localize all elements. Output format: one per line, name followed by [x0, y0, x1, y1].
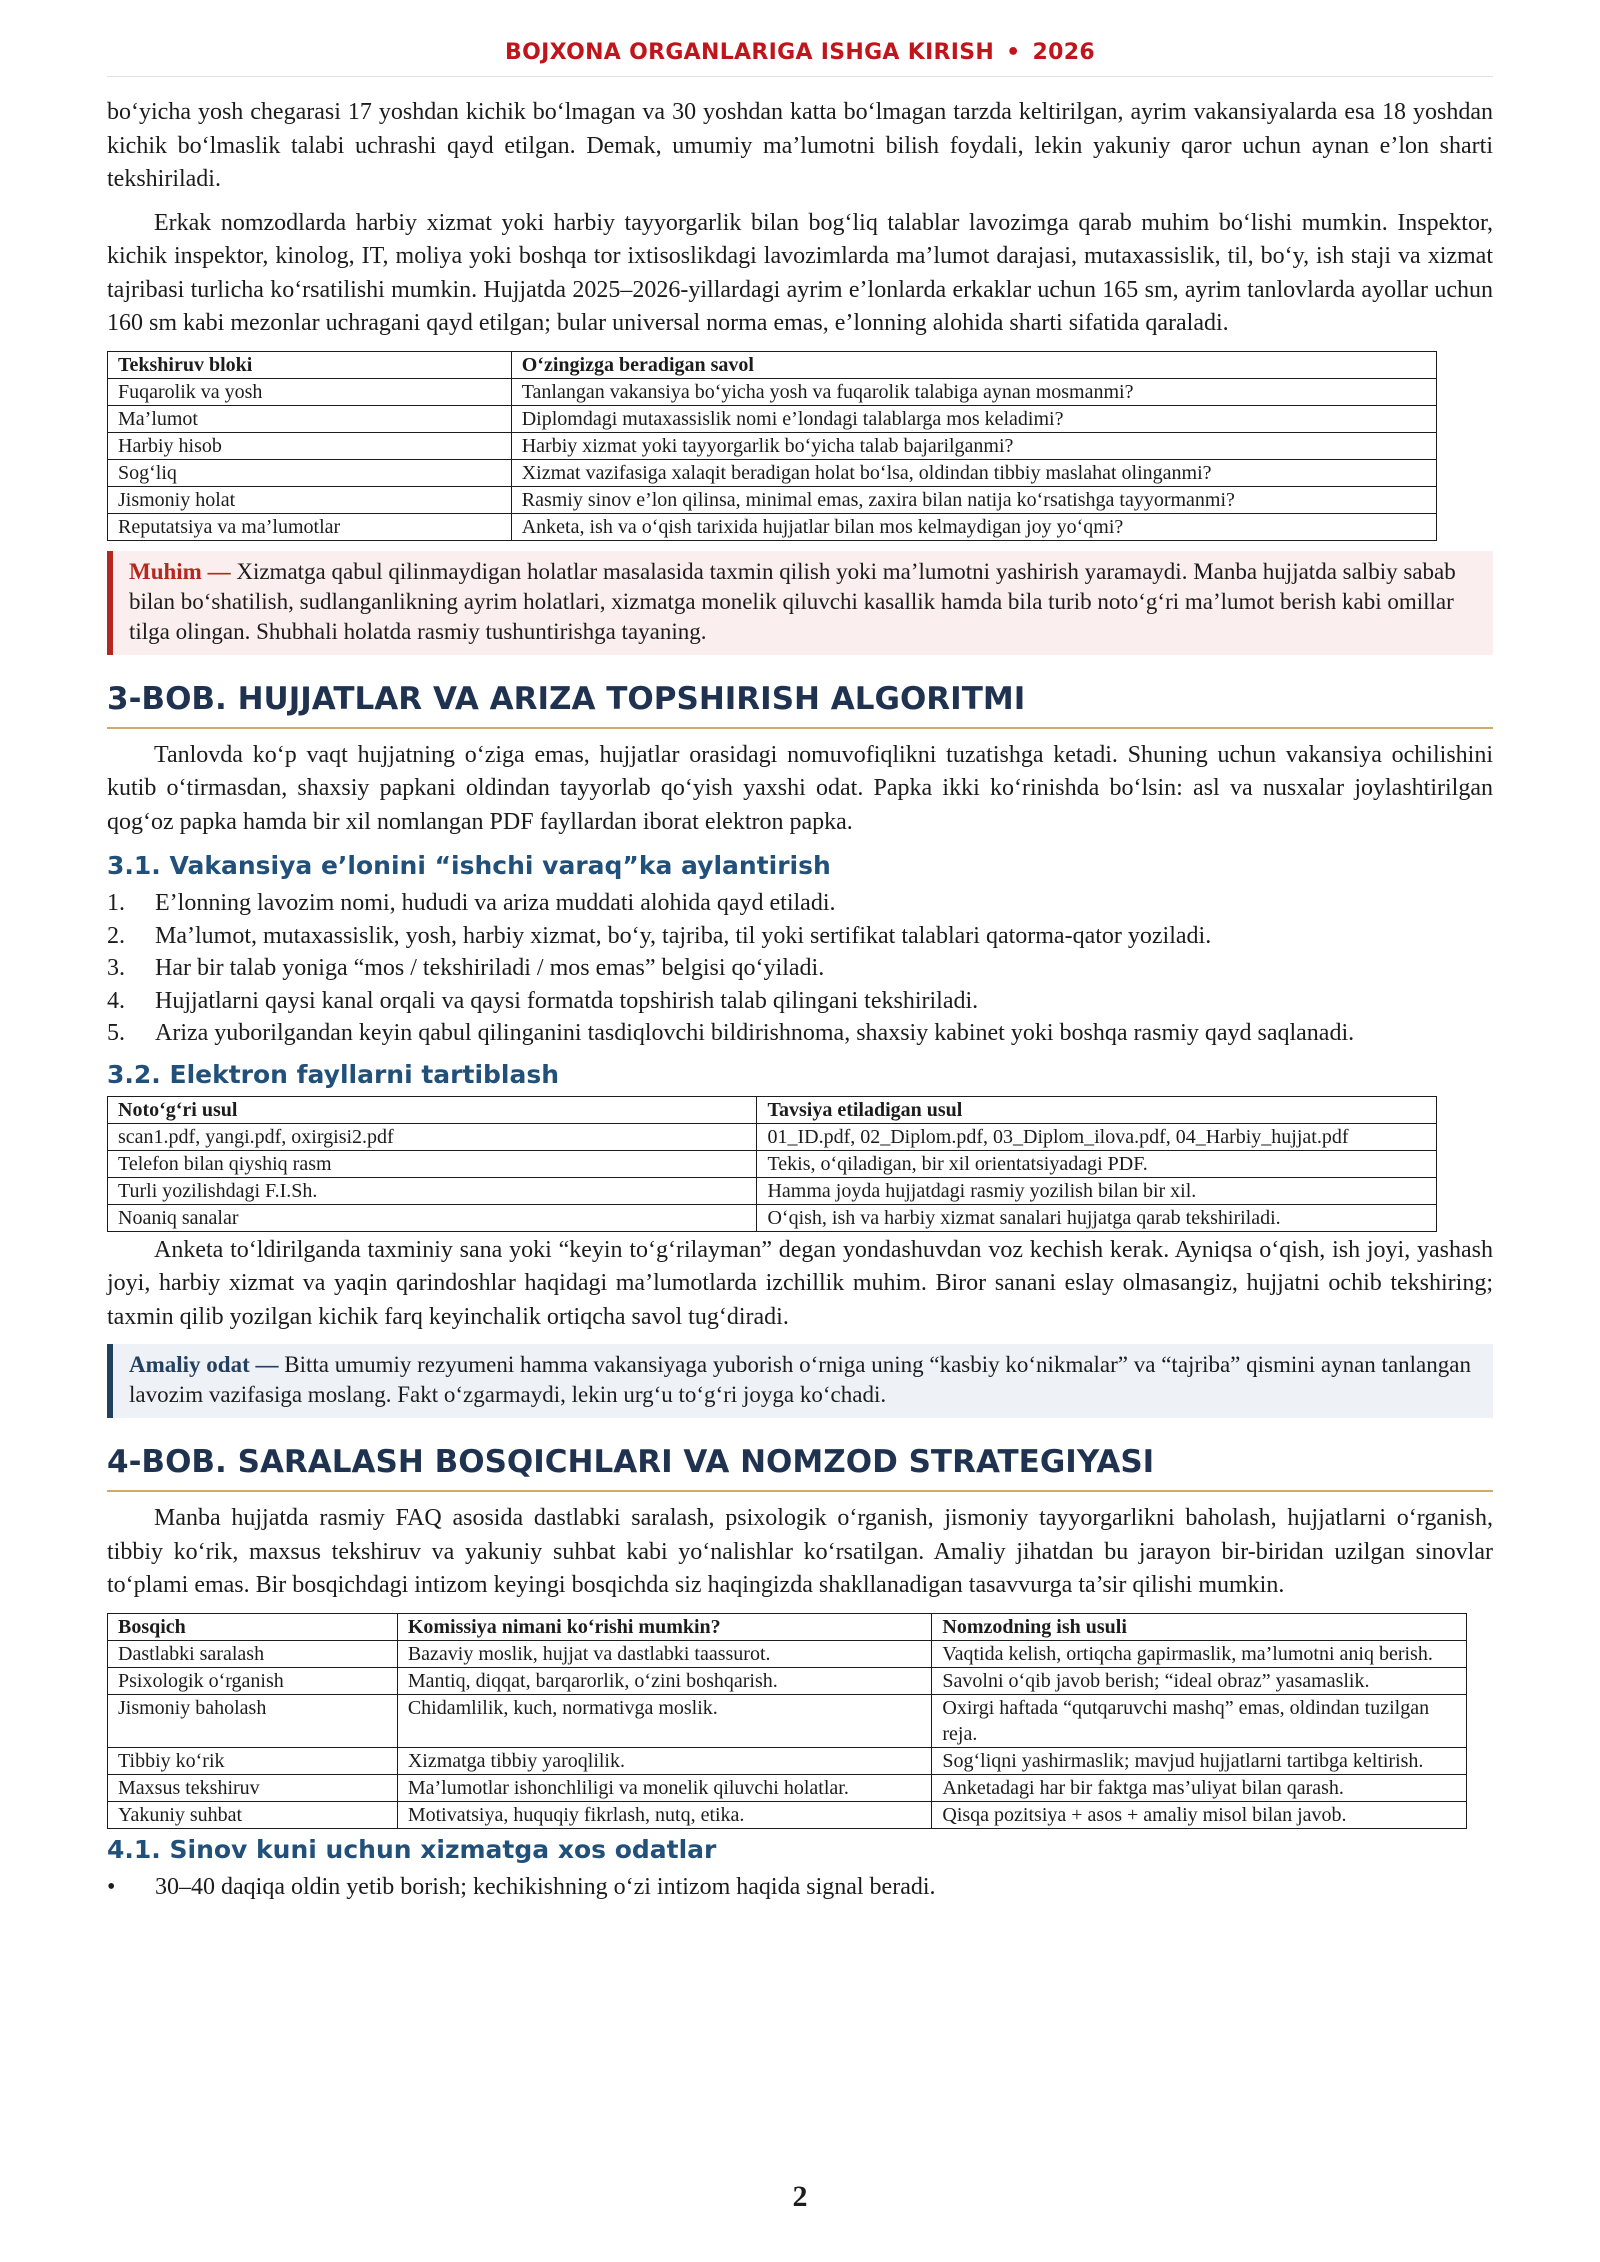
table-header-cell: Tavsiya etiladigan usul: [757, 1096, 1437, 1123]
list-item-text: Hujjatlarni qaysi kanal orqali va qaysi formatda topshirish talab qilingani tekshiriladi.: [155, 987, 979, 1014]
bullet-list: [107, 1871, 1493, 1904]
header-year: 2026: [1032, 40, 1095, 65]
checklist-table: [107, 351, 1437, 541]
chapter-heading: 4-BOB. SARALASH BOSQICHLARI VA NOMZOD STRATEGIYASI: [107, 1440, 1493, 1492]
table-row: [108, 1640, 1467, 1667]
table-cell: Noaniq sanalar: [108, 1204, 757, 1231]
table-header-cell: O‘zingizga beradigan savol: [511, 351, 1436, 378]
table-cell: Mantiq, diqqat, barqarorlik, o‘zini boshqarish.: [397, 1667, 932, 1694]
table-row: [108, 1177, 1437, 1204]
table-header-cell: Tekshiruv bloki: [108, 351, 512, 378]
paragraph: Tanlovda ko‘p vaqt hujjatning o‘ziga emas, hujjatlar orasidagi nomuvofiqlikni tuzatishga ketadi. Shuning uchun vakansiya ochilishini kutib o‘tirmasdan, shaxsiy papkani oldindan tayyorlab qo‘yish yaxshi odat. Papka ikki ko‘rinishda bo‘lsin: asl va nusxalar joylashtirilgan qog‘oz papka hamda bir xil nomlangan PDF fayllardan iborat elektron papka.: [107, 741, 1493, 835]
table-cell: Tekis, o‘qiladigan, bir xil orientatsiyadagi PDF.: [757, 1150, 1437, 1177]
table-row: [108, 405, 1437, 432]
table-cell: Maxsus tekshiruv: [108, 1774, 398, 1801]
table-cell: Tanlangan vakansiya bo‘yicha yosh va fuqarolik talabiga aynan mosmanmi?: [511, 378, 1436, 405]
table-cell: Xizmatga tibbiy yaroqlilik.: [397, 1747, 932, 1774]
list-item-text: 30–40 daqiqa oldin yetib borish; kechikishning o‘zi intizom haqida signal beradi.: [155, 1873, 936, 1900]
table-cell: O‘qish, ish va harbiy xizmat sanalari hujjatga qarab tekshiriladi.: [757, 1204, 1437, 1231]
paragraph: Manba hujjatda rasmiy FAQ asosida dastlabki saralash, psixologik o‘rganish, jismoniy tayyorgarlikni baholash, hujjatlarni o‘rganish, tibbiy ko‘rik, maxsus tekshiruv va yakuniy suhbat kabi yo‘nalishlar ko‘rsatilgan. Amaliy jihatdan bu jarayon bir-biridan uzilgan sinovlar to‘plami emas. Bir bosqichdagi intizom keyingi bosqichda siz haqingizda shakllanadigan tasavvurga ta’sir qilishi mumkin.: [107, 1505, 1493, 1598]
table-cell: Harbiy hisob: [108, 432, 512, 459]
table-cell: Harbiy xizmat yoki tayyorgarlik bo‘yicha talab bajarilganmi?: [511, 432, 1436, 459]
table-cell: Anketa, ish va o‘qish tarixida hujjatlar bilan mos kelmaydigan joy yo‘qmi?: [511, 513, 1436, 540]
chapter-heading: 3-BOB. HUJJATLAR VA ARIZA TOPSHIRISH ALGORITMI: [107, 677, 1493, 729]
running-header: [0, 40, 1600, 65]
table-cell: Motivatsiya, huquqiy fikrlash, nutq, etika.: [397, 1801, 932, 1828]
list-item-text: Ma’lumot, mutaxassislik, yosh, harbiy xizmat, bo‘y, tajriba, til yoki sertifikat talablari qatorma-qator yoziladi.: [155, 922, 1212, 949]
table-row: [108, 513, 1437, 540]
section-heading: 3.2. Elektron fayllarni tartiblash: [107, 1059, 560, 1089]
header-rule: [107, 76, 1493, 77]
table-cell: Hamma joyda hujjatdagi rasmiy yozilish bilan bir xil.: [757, 1177, 1437, 1204]
paragraph: Erkak nomzodlarda harbiy xizmat yoki harbiy tayyorgarlik bilan bog‘liq talablar lavozimga qarab muhim bo‘lishi mumkin. Inspektor, kichik inspektor, kinolog, IT, moliya yoki boshqa tor ixtisoslikdagi lavozimlarda ma’lumot darajasi, mutaxassislik, til, bo‘y, ish staji va xizmat tajribasi turlicha ko‘rsatilishi mumkin. Hujjatda 2025–2026-yillardagi ayrim e’lonlarda erkaklar uchun 165 sm, ayrim tanlovlarda ayollar uchun 160 sm kabi mezonlar uchragani qayd etilgan; bular universal norma emas, e’lonning alohida sharti sifatida qaraladi.: [107, 209, 1493, 336]
table-row: [108, 1123, 1437, 1150]
table-cell: Chidamlilik, kuch, normativga moslik.: [397, 1694, 932, 1747]
table-row: [108, 1774, 1467, 1801]
table-cell: Bazaviy moslik, hujjat va dastlabki taassurot.: [397, 1640, 932, 1667]
table-row: [108, 1204, 1437, 1231]
table-cell: Sog‘liqni yashirmaslik; mavjud hujjatlarni tartibga keltirish.: [932, 1747, 1467, 1774]
page-content: [107, 96, 1493, 1903]
table-cell: Anketadagi har bir faktga mas’uliyat bilan qarash.: [932, 1774, 1467, 1801]
table-cell: Savolni o‘qib javob berish; “ideal obraz” yasamaslik.: [932, 1667, 1467, 1694]
table-cell: Fuqarolik va yosh: [108, 378, 512, 405]
header-separator: •: [1006, 40, 1021, 65]
list-item-text: Ariza yuborilgandan keyin qabul qilinganini tasdiqlovchi bildirishnoma, shaxsiy kabinet yoki boshqa rasmiy qayd saqlanadi.: [155, 1020, 1355, 1046]
list-item: [107, 920, 1493, 953]
table-cell: Qisqa pozitsiya + asos + amaliy misol bilan javob.: [932, 1801, 1467, 1828]
paragraph: bo‘yicha yosh chegarasi 17 yoshdan kichik bo‘lmagan va 30 yoshdan katta bo‘lmagan tarzda keltirilgan, ayrim vakansiyalarda esa 18 yoshdan kichik bo‘lmaslik talabi uchrashi qayd etilgan. Demak, umumiy ma’lumotni bilish foydali, lekin yakuniy qaror uchun aynan e’lon sharti tekshiriladi.: [107, 99, 1493, 192]
table-cell: Telefon bilan qiyshiq rasm: [108, 1150, 757, 1177]
table-cell: scan1.pdf, yangi.pdf, oxirgisi2.pdf: [108, 1123, 757, 1150]
table-cell: Jismoniy holat: [108, 486, 512, 513]
important-callout: [107, 551, 1493, 655]
callout-lead: Amaliy odat —: [129, 1352, 279, 1377]
table-header-cell: Bosqich: [108, 1613, 398, 1640]
list-item: [107, 985, 1493, 1018]
paragraph: Anketa to‘ldirilganda taxminiy sana yoki “keyin to‘g‘rilayman” degan yondashuvdan voz kechish kerak. Ayniqsa o‘qish, ish joyi, yashash joyi, harbiy xizmat va yaqin qarindoshlar haqidagi ma’lumotlarda izchillik muhim. Biror sanani eslay olmasangiz, hujjatni ochib tekshiring; taxmin qilib yozilgan kichik farq keyinchalik ortiqcha savol tug‘diradi.: [107, 1236, 1493, 1330]
table-row: [108, 378, 1437, 405]
table-cell: Xizmat vazifasiga xalaqit beradigan holat bo‘lsa, oldindan tibbiy maslahat olinganmi?: [511, 459, 1436, 486]
table-row: [108, 1747, 1467, 1774]
table-cell: Sog‘liq: [108, 459, 512, 486]
list-number: 2.: [107, 922, 125, 949]
list-item: [107, 952, 1493, 985]
table-header-row: [108, 1613, 1467, 1640]
callout-text: Bitta umumiy rezyumeni hamma vakansiyaga yuborish o‘rniga uning “kasbiy ko‘nikmalar” va “tajriba” qismini aynan tanlangan lavozim vazifasiga moslang. Fakt o‘zgarmaydi, lekin urg‘u to‘g‘ri joyga ko‘chadi.: [129, 1352, 1471, 1407]
table-cell: Tibbiy ko‘rik: [108, 1747, 398, 1774]
list-item-text: E’lonning lavozim nomi, hududi va ariza muddati alohida qayd etiladi.: [155, 890, 836, 916]
numbered-list: [107, 887, 1493, 1050]
table-row: [108, 1801, 1467, 1828]
list-item: [107, 1017, 1493, 1050]
header-title: BOJXONA ORGANLARIGA ISHGA KIRISH: [505, 40, 995, 65]
list-item: [107, 1871, 1493, 1904]
table-row: [108, 486, 1437, 513]
table-header-row: [108, 351, 1437, 378]
list-item: [107, 887, 1493, 920]
file-naming-table: [107, 1096, 1437, 1232]
table-row: [108, 432, 1437, 459]
section-heading: 4.1. Sinov kuni uchun xizmatga xos odatlar: [107, 1834, 717, 1864]
table-cell: Yakuniy suhbat: [108, 1801, 398, 1828]
table-cell: Psixologik o‘rganish: [108, 1667, 398, 1694]
list-number: 5.: [107, 1020, 125, 1046]
table-cell: Jismoniy baholash: [108, 1694, 398, 1747]
table-row: [108, 1150, 1437, 1177]
table-header-row: [108, 1096, 1437, 1123]
list-number: 4.: [107, 987, 125, 1014]
table-row: [108, 1667, 1467, 1694]
table-cell: Diplomdagi mutaxassislik nomi e’londagi talablarga mos keladimi?: [511, 405, 1436, 432]
list-number: 3.: [107, 955, 125, 981]
table-cell: 01_ID.pdf, 02_Diplom.pdf, 03_Diplom_ilova.pdf, 04_Harbiy_hujjat.pdf: [757, 1123, 1437, 1150]
list-number: 1.: [107, 890, 125, 916]
table-cell: Dastlabki saralash: [108, 1640, 398, 1667]
table-cell: Rasmiy sinov e’lon qilinsa, minimal emas, zaxira bilan natija ko‘rsatishga tayyormanmi?: [511, 486, 1436, 513]
selection-stages-table: [107, 1613, 1467, 1829]
table-cell: Ma’lumot: [108, 405, 512, 432]
table-row: [108, 1694, 1467, 1747]
table-cell: Turli yozilishdagi F.I.Sh.: [108, 1177, 757, 1204]
page-number: 2: [792, 2180, 808, 2213]
table-cell: Oxirgi haftada “qutqaruvchi mashq” emas, oldindan tuzilgan reja.: [932, 1694, 1467, 1747]
callout-text: Xizmatga qabul qilinmaydigan holatlar masalasida taxmin qilish yoki ma’lumotni yashirish yaramaydi. Manba hujjatda salbiy sabab bilan bo‘shatilish, sudlanganlikning ayrim holatlari, xizmatga monelik qiluvchi kasallik hamda bila turib noto‘g‘ri ma’lumot berish kabi omillar tilga olingan. Shubhali holatda rasmiy tushuntirishga tayaning.: [129, 558, 1456, 644]
list-item-text: Har bir talab yoniga “mos / tekshiriladi / mos emas” belgisi qo‘yiladi.: [155, 955, 825, 981]
table-header-cell: Nomzodning ish usuli: [932, 1613, 1467, 1640]
table-header-cell: Noto‘g‘ri usul: [108, 1096, 757, 1123]
table-row: [108, 459, 1437, 486]
section-heading: 3.1. Vakansiya e’lonini “ishchi varaq”ka aylantirish: [107, 851, 831, 880]
table-cell: Reputatsiya va ma’lumotlar: [108, 513, 512, 540]
table-header-cell: Komissiya nimani ko‘rishi mumkin?: [397, 1613, 932, 1640]
practical-habit-callout: [107, 1344, 1493, 1418]
callout-lead: Muhim —: [129, 558, 231, 584]
bullet-icon: •: [107, 1873, 116, 1900]
table-cell: Vaqtida kelish, ortiqcha gapirmaslik, ma’lumotni aniq berish.: [932, 1640, 1467, 1667]
table-cell: Ma’lumotlar ishonchliligi va monelik qiluvchi holatlar.: [397, 1774, 932, 1801]
